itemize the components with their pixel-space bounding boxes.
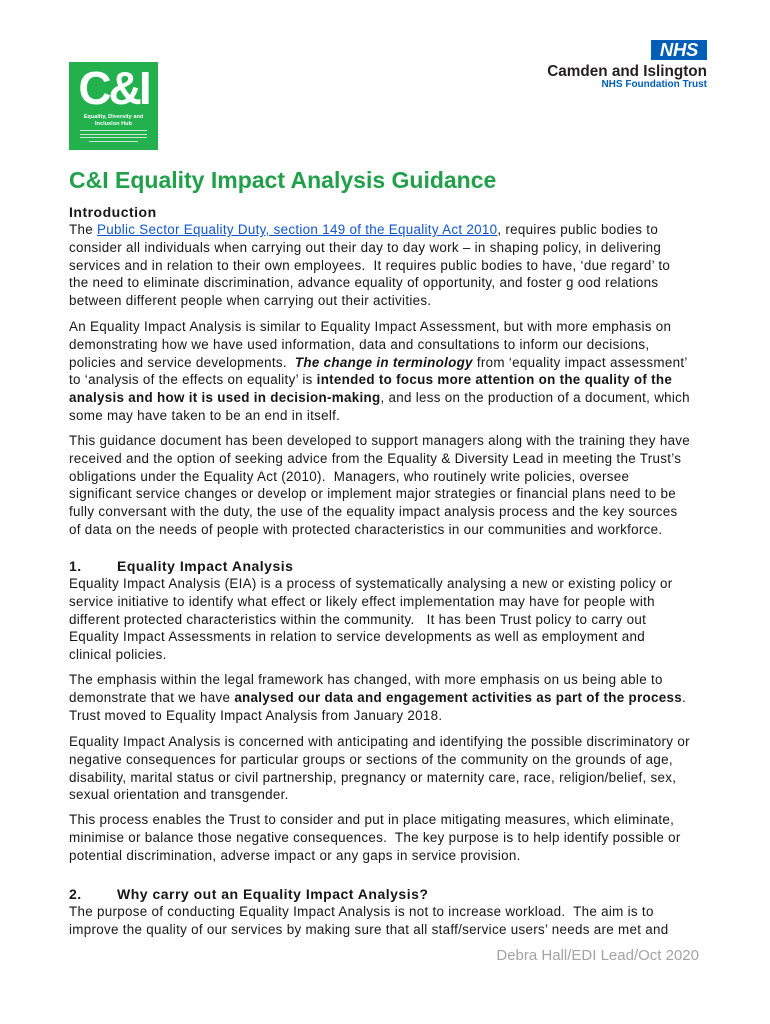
section-2-heading bbox=[69, 885, 428, 903]
paragraph-line: improve the quality of our services by making sure that all staff/service users’ needs are met and bbox=[69, 921, 669, 937]
paragraph-line: An Equality Impact Analysis is similar to Equality Impact Assessment, but with more emphasis on bbox=[69, 319, 672, 334]
logo-caption-line1: Equality, Diversity and bbox=[83, 114, 144, 120]
paragraph-line: sexual orientation and transgender. bbox=[69, 787, 289, 803]
paragraph-line: negative consequences for particular groups or sections of the community on the grounds of age, bbox=[69, 751, 673, 767]
paragraph-line bbox=[69, 221, 670, 239]
intro-paragraph-1 bbox=[69, 221, 670, 310]
logo-caption-line2: Inclusion Hub bbox=[95, 121, 132, 127]
section-number: 2. bbox=[69, 886, 82, 902]
intro-paragraph-3 bbox=[69, 432, 690, 539]
paragraph-line: some may have taken to be an end in itself. bbox=[69, 407, 341, 423]
paragraph-line: Equality Impact Analysis (EIA) is a process of systematically analysing a new or existing policy or bbox=[69, 576, 673, 591]
text-segment: The bbox=[69, 222, 97, 237]
text-segment: , and less on the production of a document, which bbox=[380, 390, 690, 406]
logo-mark: C&I bbox=[78, 62, 149, 114]
logo-fine-print bbox=[80, 137, 147, 138]
paragraph-line: different protected characteristics within the community. It has been Trust policy to carry out bbox=[69, 611, 647, 627]
paragraph-line: minimise or balance those negative consequences. The key purpose is to help identify possible or bbox=[69, 829, 681, 845]
paragraph-line: This process enables the Trust to consider and put in place mitigating measures, which eliminate, bbox=[69, 812, 675, 827]
section-2-paragraph-1 bbox=[69, 903, 669, 939]
document-title: C&I Equality Impact Analysis Guidance bbox=[69, 167, 497, 193]
text-segment: , requires public bodies to bbox=[497, 222, 659, 237]
paragraph-line: The emphasis within the legal framework has changed, with more emphasis on us being able to bbox=[69, 672, 663, 687]
paragraph-line: between different people when carrying out their activities. bbox=[69, 293, 432, 309]
paragraph-line: fully conversant with the duty, the use of the equality impact analysis process and the key sources bbox=[69, 504, 678, 520]
paragraph-line: of data on the needs of people with protected characteristics in our communities and workforce. bbox=[69, 521, 663, 537]
paragraph-line: The purpose of conducting Equality Impact Analysis is not to increase workload. The aim is to bbox=[69, 904, 654, 919]
section-title: Equality Impact Analysis bbox=[117, 558, 294, 574]
text-segment: to ‘analysis of the effects on equality’ is bbox=[69, 372, 317, 388]
section-1-paragraph-4 bbox=[69, 811, 681, 864]
section-number: 1. bbox=[69, 558, 82, 574]
paragraph-line: received and the option of seeking advice from the Equality & Diversity Lead in meeting the Trust’s bbox=[69, 450, 682, 466]
paragraph-line: Equality Impact Assessments in relation to service developments as well as employment and bbox=[69, 629, 645, 645]
logo-fine-print bbox=[89, 141, 138, 142]
paragraph-line: services and in relation to their own employees. It requires public bodies to have, ‘due regard’ to bbox=[69, 257, 671, 273]
paragraph-line: service initiative to identify what effect or likely effect implementation may have for people with bbox=[69, 593, 655, 609]
paragraph-line: consider all individuals when carrying out their day to day work – in shaping policy, in delivering bbox=[69, 239, 662, 255]
nhs-trust-name: NHS Foundation Trust bbox=[601, 79, 707, 90]
nhs-organisation-name: Camden and Islington bbox=[547, 63, 707, 80]
bold-text: analysed our data and engagement activities as part of the process bbox=[234, 689, 683, 705]
paragraph-line: This guidance document has been developed to support managers along with the training they have bbox=[69, 433, 691, 448]
bold-text: intended to focus more attention on the quality of the bbox=[316, 372, 673, 388]
paragraph-line bbox=[69, 689, 686, 707]
paragraph-line: Trust moved to Equality Impact Analysis from January 2018. bbox=[69, 707, 443, 723]
paragraph-line: disability, marital status or civil partnership, pregnancy or maternity care, race, religion/belief, sex, bbox=[69, 769, 677, 785]
logo-fine-print bbox=[80, 134, 147, 135]
page-footer: Debra Hall/EDI Lead/Oct 2020 bbox=[496, 947, 699, 964]
paragraph-line: obligations under the Equality Act (2010). Managers, who routinely write policies, oversee bbox=[69, 468, 630, 484]
bold-text: analysis and how it is used in decision-making bbox=[69, 390, 381, 406]
nhs-logo: NHS bbox=[651, 40, 707, 60]
paragraph-line bbox=[69, 371, 690, 389]
section-1-paragraph-1 bbox=[69, 575, 673, 664]
section-1-paragraph-2 bbox=[69, 671, 686, 724]
logo-fine-print bbox=[80, 130, 147, 131]
paragraph-line: demonstrating how we have used information, data and consultations to inform our decisions, bbox=[69, 336, 650, 352]
equality-act-link[interactable]: Public Sector Equality Duty, section 149 of the Equality Act 2010 bbox=[97, 222, 498, 237]
section-title: Why carry out an Equality Impact Analysis? bbox=[117, 886, 429, 902]
section-1-heading bbox=[69, 557, 293, 575]
paragraph-line: significant service changes or develop or implement major strategies or financial plans need to be bbox=[69, 486, 676, 502]
text-segment: demonstrate that we have bbox=[69, 689, 235, 705]
section-1-paragraph-3 bbox=[69, 733, 690, 804]
paragraph-line: clinical policies. bbox=[69, 647, 167, 663]
bold-italic-text: The change in terminology bbox=[294, 354, 473, 370]
paragraph-line bbox=[69, 389, 690, 407]
paragraph-line: potential discrimination, adverse impact or any gaps in service provision. bbox=[69, 847, 521, 863]
text-segment: from ‘equality impact assessment’ bbox=[472, 354, 688, 370]
paragraph-line bbox=[69, 354, 690, 372]
intro-heading: Introduction bbox=[69, 204, 157, 220]
intro-paragraph-2 bbox=[69, 318, 690, 425]
paragraph-line: the need to eliminate discrimination, advance equality of opportunity, and foster g ood relations bbox=[69, 275, 659, 291]
text-segment: policies and service developments. bbox=[69, 354, 295, 370]
paragraph-line: Equality Impact Analysis is concerned with anticipating and identifying the possible discriminatory or bbox=[69, 734, 690, 749]
ci-edi-hub-logo bbox=[69, 62, 158, 150]
text-segment: . bbox=[682, 689, 687, 705]
